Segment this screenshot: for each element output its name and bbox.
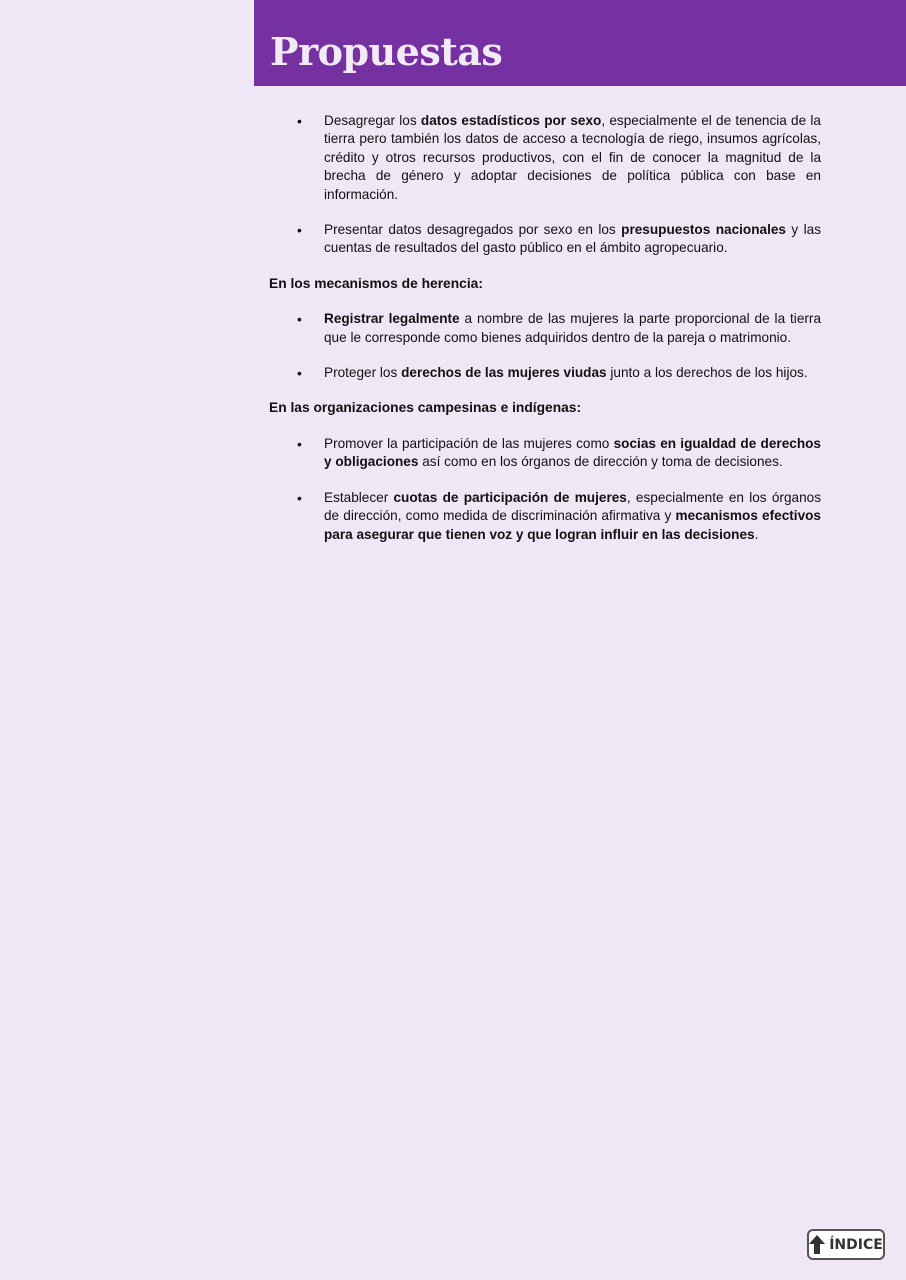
- bullet-item: [269, 112, 821, 204]
- bullet-item: [269, 310, 821, 347]
- bullet-item: [269, 489, 821, 544]
- body-text: Promover la participación de las mujeres como: [324, 435, 614, 451]
- bullet-dot: •: [297, 435, 302, 452]
- bullet-item: [269, 435, 821, 472]
- bullet-list: [269, 435, 821, 544]
- header-band: [254, 0, 906, 86]
- bullet-list: [269, 310, 821, 382]
- bullet-item: [269, 364, 821, 382]
- body-text: a nombre de las mujeres la parte proporcional de la tierra que le corresponde como bienes adquiridos dentro de la pareja o matrimonio.: [324, 311, 822, 345]
- body-text: Presentar datos desagregados por sexo en los: [324, 222, 622, 238]
- bold-text: presupuestos nacionales: [621, 222, 786, 238]
- body-text: , especialmente el de tenencia de la tierra pero también los datos de acceso a tecnología de riego, insumos agrícolas, crédito y otros recursos productivos, con el fin de conocer la magnitud de la brecha de género y adoptar decisiones de política pública con base en información.: [324, 113, 821, 202]
- bold-text: Registrar legalmente: [324, 311, 460, 327]
- body-text: junto a los derechos de los hijos.: [606, 365, 808, 381]
- section-heading: En las organizaciones campesinas e indígenas:: [269, 400, 582, 416]
- body-text: Establecer: [324, 489, 394, 505]
- body-text: así como en los órganos de dirección y toma de decisiones.: [418, 454, 783, 470]
- body-text: , especialmente en los órganos de dirección, como medida de discriminación afirmativa y: [324, 489, 821, 524]
- body-text: Desagregar los: [324, 113, 421, 128]
- bullet-item: [269, 221, 821, 258]
- bullet-dot: •: [297, 365, 302, 382]
- index-button[interactable]: [807, 1229, 885, 1260]
- page-title: Propuestas: [270, 29, 503, 74]
- bullet-dot: •: [297, 222, 302, 239]
- section-heading: En los mecanismos de herencia:: [269, 275, 483, 291]
- bold-text: cuotas de participación de mujeres: [393, 489, 627, 505]
- bullet-dot: •: [297, 113, 302, 129]
- bold-text: datos estadísticos por sexo: [420, 113, 602, 128]
- index-button-label: ÍNDICE: [829, 1236, 883, 1253]
- main-content: [269, 112, 821, 561]
- bullet-dot: •: [297, 489, 302, 506]
- body-text: y las cuentas de resultados del gasto público en el ámbito agropecuario.: [324, 222, 821, 256]
- bold-text: socias en igualdad de derechos y obligaciones: [324, 435, 821, 470]
- arrow-up-icon: [809, 1235, 825, 1254]
- bullet-list: [269, 112, 821, 258]
- bold-text: derechos de las mujeres viudas: [401, 365, 607, 381]
- body-text: Proteger los: [324, 365, 402, 381]
- bullet-dot: •: [297, 311, 302, 328]
- bold-text: mecanismos efectivos para asegurar que tienen voz y que logran influir en las decisiones: [324, 508, 821, 542]
- body-text: .: [754, 526, 759, 542]
